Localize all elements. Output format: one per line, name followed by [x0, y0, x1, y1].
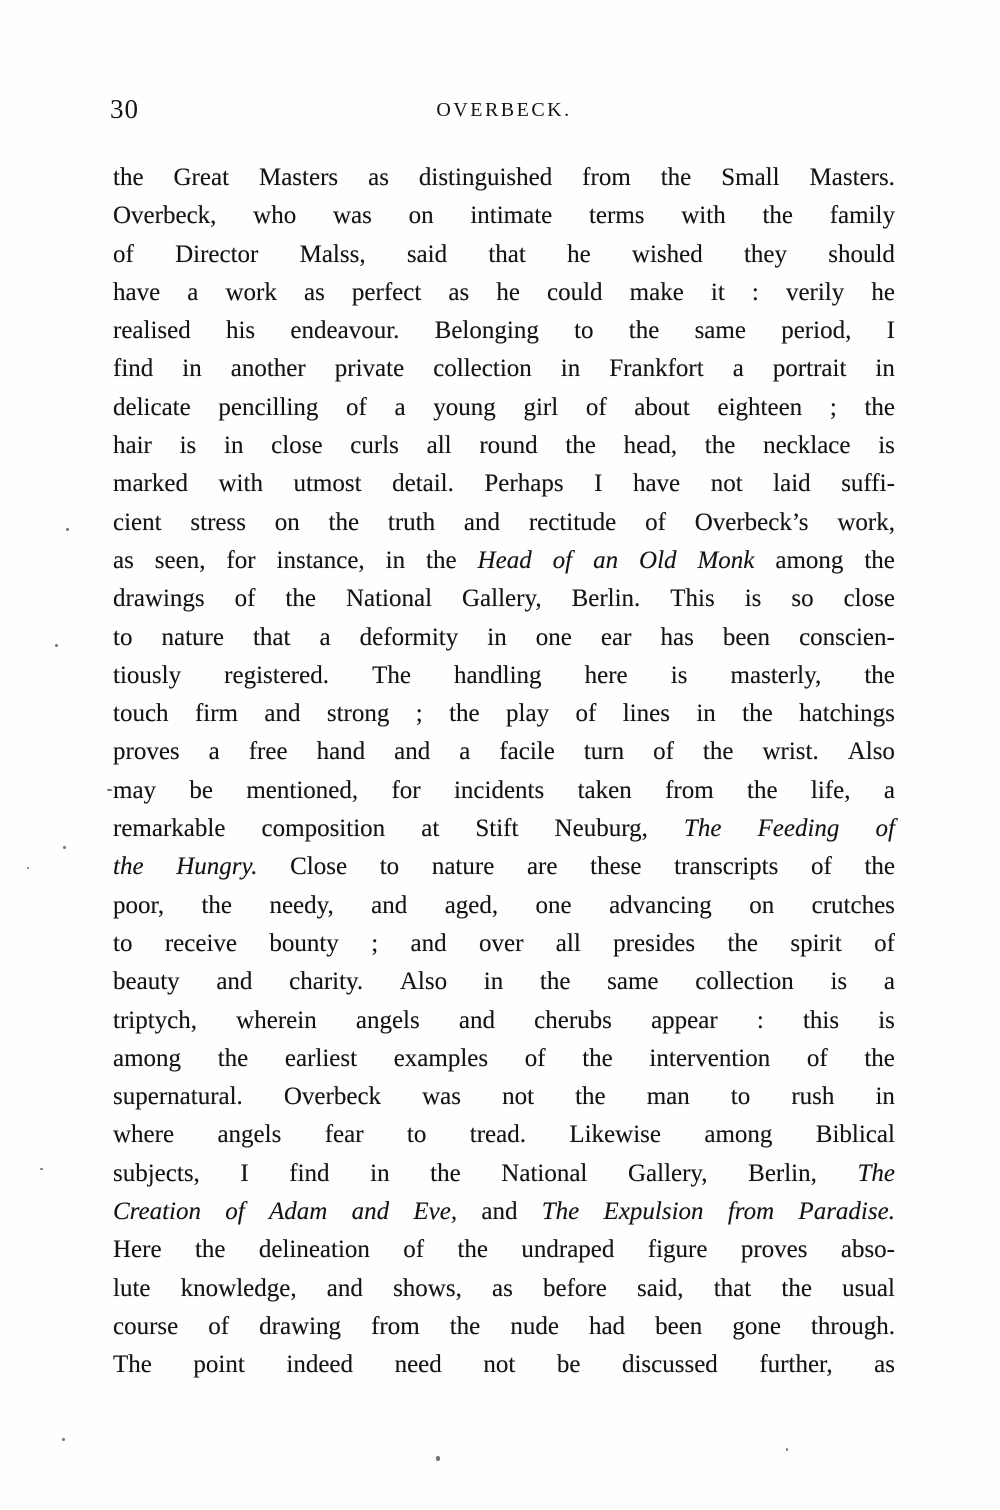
text-line: of Director Malss, said that he wished they should	[113, 240, 895, 268]
scan-speck	[40, 1168, 43, 1170]
text-line: marked with utmost detail. Perhaps I have not laid suffi-	[113, 470, 895, 498]
text-line: beauty and charity. Also in the same collection is a	[113, 968, 895, 996]
text-line: to nature that a deformity in one ear has been conscien-	[113, 623, 895, 651]
text-line: Here the delineation of the undraped figure proves abso-	[113, 1236, 895, 1264]
text-line: hair is in close curls all round the head, the necklace is	[113, 432, 895, 460]
text-line: where angels fear to tread. Likewise among Biblical	[113, 1121, 895, 1149]
text-line: realised his endeavour. Belonging to the same period, I	[113, 317, 895, 345]
text-line: tiously registered. The handling here is masterly, the	[113, 661, 895, 689]
running-head: OVERBECK.	[436, 99, 572, 121]
text-line: to receive bounty ; and over all presides the spirit of	[113, 929, 895, 957]
text-line: proves a free hand and a facile turn of the wrist. Also	[113, 738, 895, 766]
text-line: The point indeed need not be discussed further, as	[113, 1351, 895, 1379]
scan-speck	[63, 846, 66, 849]
text-line: drawings of the National Gallery, Berlin. This is so close	[113, 585, 895, 613]
text-line: Creation of Adam and Eve, and The Expulsion from Paradise.	[113, 1198, 895, 1226]
text-line: may be mentioned, for incidents taken from the life, a	[113, 776, 895, 804]
text-line: the Hungry. Close to nature are these transcripts of the	[113, 853, 895, 881]
text-line: as seen, for instance, in the Head of an Old Monk among the	[113, 546, 895, 574]
text-line: lute knowledge, and shows, as before said, that the usual	[113, 1274, 895, 1302]
scan-speck	[107, 789, 112, 791]
text-line: have a work as perfect as he could make it : verily he	[113, 278, 895, 306]
body-text	[113, 164, 895, 1390]
text-line: find in another private collection in Frankfort a portrait in	[113, 355, 895, 383]
text-line: delicate pencilling of a young girl of about eighteen ; the	[113, 393, 895, 421]
scan-speck	[55, 644, 58, 647]
scan-speck	[62, 1438, 65, 1441]
text-line: Overbeck, who was on intimate terms with the family	[113, 202, 895, 230]
text-line: the Great Masters as distinguished from the Small Masters.	[113, 164, 895, 191]
text-line: cient stress on the truth and rectitude of Overbeck’s work,	[113, 508, 895, 536]
scan-speck	[66, 528, 69, 531]
text-line: supernatural. Overbeck was not the man to rush in	[113, 1083, 895, 1111]
text-line: poor, the needy, and aged, one advancing on crutches	[113, 891, 895, 919]
scan-speck	[436, 1456, 440, 1461]
text-line: course of drawing from the nude had been gone through.	[113, 1312, 895, 1340]
text-line: subjects, I find in the National Gallery, Berlin, The	[113, 1159, 895, 1187]
page-number: 30	[110, 94, 139, 124]
scan-speck	[27, 867, 29, 869]
text-line: touch firm and strong ; the play of lines in the hatchings	[113, 700, 895, 728]
scan-speck	[786, 1448, 788, 1451]
text-line: triptych, wherein angels and cherubs appear : this is	[113, 1006, 895, 1034]
text-line: remarkable composition at Stift Neuburg, The Feeding of	[113, 815, 895, 843]
text-line: among the earliest examples of the intervention of the	[113, 1044, 895, 1072]
